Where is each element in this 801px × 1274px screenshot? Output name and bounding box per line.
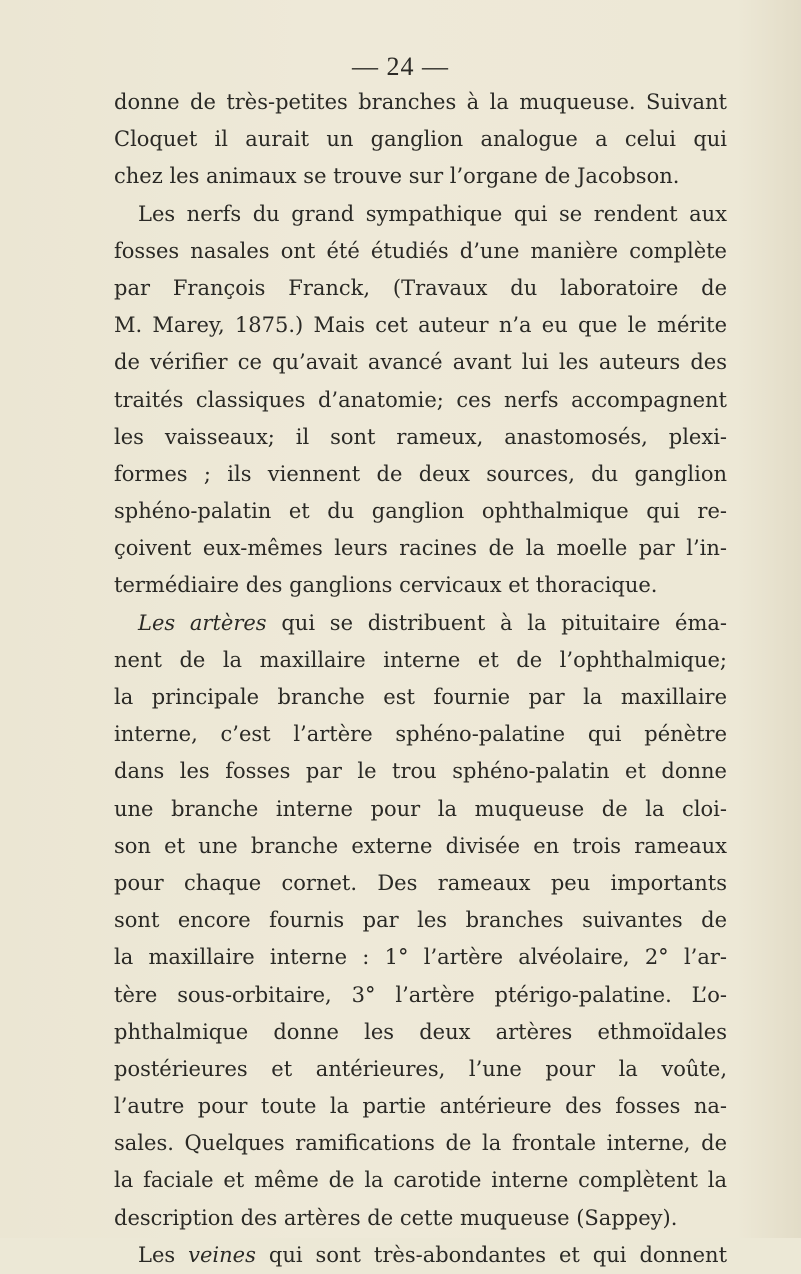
text-line: Les nerfs du grand sympathique qui se rendent aux — [138, 201, 727, 226]
italic-term: Les artères — [138, 610, 267, 635]
text-line: sales. Quelques ramifications de la frontale interne, de — [114, 1131, 727, 1156]
text-line: pour chaque cornet. Des rameaux peu importants — [114, 870, 727, 895]
text-line: description des artères de cette muqueuse (Sappey). — [114, 1205, 678, 1230]
page-number: — 24 — — [352, 52, 449, 81]
text-line: M. Marey, 1875.) Mais cet auteur n’a eu que le mérite — [114, 313, 727, 338]
text-line: Les veines qui sont très-abondantes et qui donnent — [138, 1242, 727, 1267]
text-line: postérieures et antérieures, l’une pour la voûte, — [114, 1056, 727, 1081]
text-line: chez les animaux se trouve sur l’organe de Jacobson. — [114, 164, 680, 189]
text-line: dans les fosses par le trou sphéno-palatin et donne — [114, 759, 727, 784]
text-line: interne, c’est l’artère sphéno-palatine qui pénètre — [114, 722, 727, 747]
text-line: la maxillaire interne : 1° l’artère alvéolaire, 2° l’ar- — [114, 945, 727, 970]
text-line: Les artères qui se distribuent à la pituitaire éma- — [138, 610, 727, 635]
text-line: la principale branche est fournie par la maxillaire — [114, 685, 727, 709]
text-line: les vaisseaux; il sont rameux, anastomosés, plexi- — [114, 424, 727, 449]
text-line: l’autre pour toute la partie antérieure des fosses na- — [114, 1094, 727, 1119]
text-line: çoivent eux-mêmes leurs racines de la moelle par l’in- — [114, 536, 727, 561]
text-line: une branche interne pour la muqueuse de la cloi- — [114, 796, 727, 821]
text-line: sont encore fournis par les branches suivantes de — [114, 908, 727, 933]
body-text — [114, 84, 727, 1274]
italic-term: veines — [188, 1242, 256, 1267]
text-line: la faciale et même de la carotide interne complètent la — [114, 1168, 727, 1193]
text-line: fosses nasales ont été étudiés d’une manière complète — [114, 238, 727, 263]
text-line: par François Franck, (Travaux du laboratoire de — [114, 275, 727, 300]
text-line: nent de la maxillaire interne et de l’ophthalmique; — [114, 647, 727, 672]
text-line: donne de très-petites branches à la muqueuse. Suivant — [114, 90, 727, 114]
text-line: de vérifier ce qu’avait avancé avant lui les auteurs des — [114, 350, 727, 375]
text-line: traités classiques d’anatomie; ces nerfs accompagnent — [114, 387, 727, 412]
text-line: sphéno-palatin et du ganglion ophthalmique qui re- — [114, 499, 727, 524]
text-line: phthalmique donne les deux artères ethmoïdales — [114, 1019, 727, 1044]
text-line: tère sous-orbitaire, 3° l’artère ptérigo-palatine. L’o- — [114, 982, 727, 1007]
text-line: formes ; ils viennent de deux sources, du ganglion — [114, 461, 727, 486]
text-line: son et une branche externe divisée en trois rameaux — [114, 833, 727, 858]
text-line: Cloquet il aurait un ganglion analogue a celui qui — [114, 127, 727, 152]
text-line: termédiaire des ganglions cervicaux et thoracique. — [114, 573, 658, 598]
